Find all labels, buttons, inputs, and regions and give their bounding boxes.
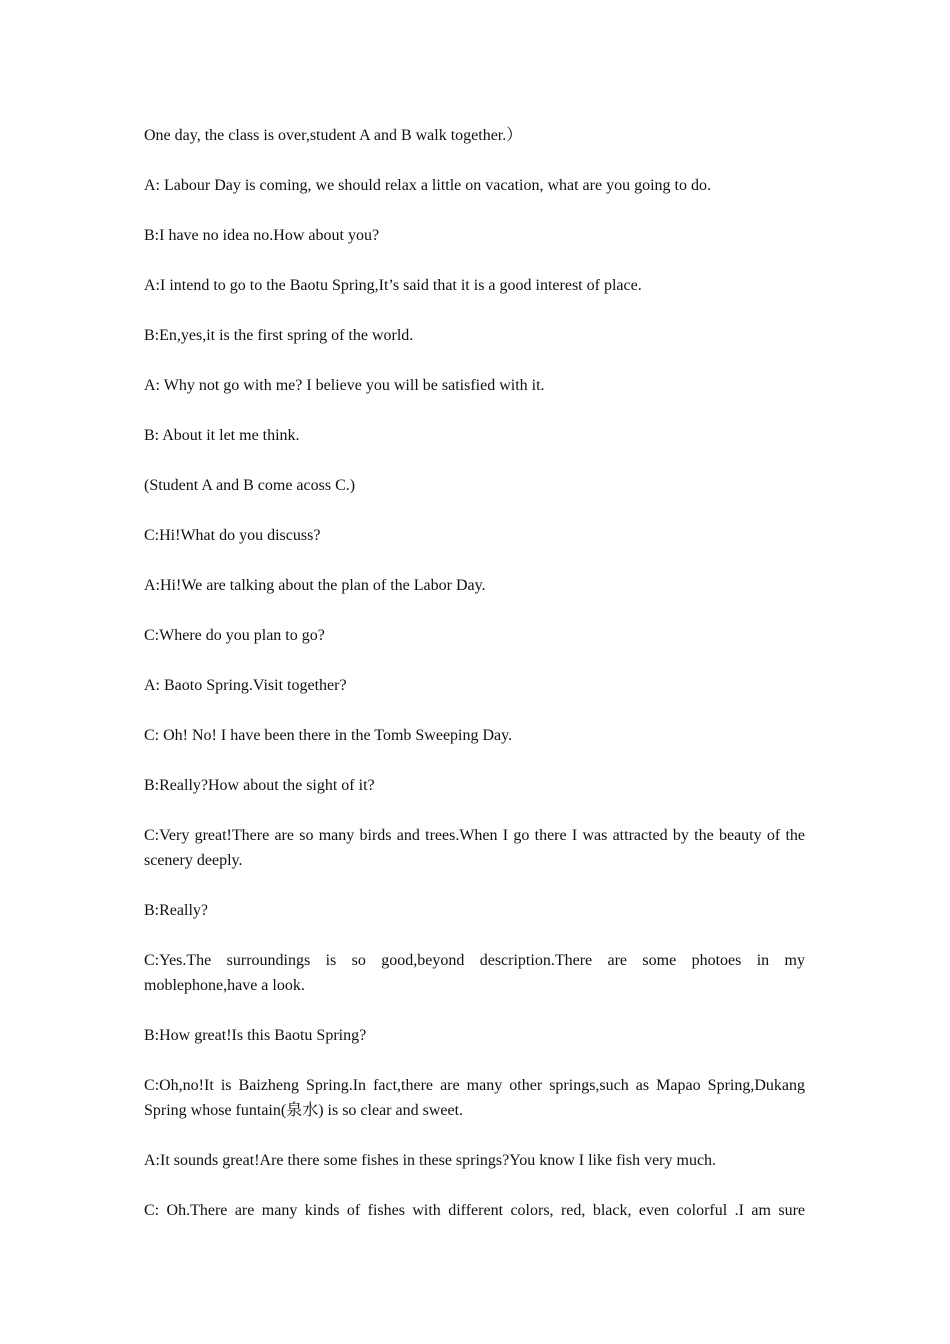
paragraph-stage-direction: (Student A and B come acoss C.): [144, 477, 356, 494]
paragraph-dialogue-line: C:Very great!There are so many birds and trees.When I go there I was attracted by the beauty of the scenery deeply.: [144, 827, 805, 869]
paragraph-dialogue-line: B:Really?: [144, 902, 208, 919]
paragraph-dialogue-line: A: Baoto Spring.Visit together?: [144, 677, 347, 694]
paragraph-dialogue-line: C: Oh! No! I have been there in the Tomb Sweeping Day.: [144, 727, 513, 744]
paragraph-scene-intro: One day, the class is over,student A and B walk together.）: [144, 127, 523, 144]
paragraph-dialogue-line: C:Yes.The surroundings is so good,beyond description.There are some photoes in my moblephone,have a look.: [144, 952, 805, 994]
paragraph-dialogue-line: C:Where do you plan to go?: [144, 627, 325, 644]
paragraph-dialogue-line: B:Really?How about the sight of it?: [144, 777, 375, 794]
paragraph-dialogue-line: B: About it let me think.: [144, 427, 300, 444]
paragraph-dialogue-line-truncated: C: Oh.There are many kinds of fishes with different colors, red, black, even colorful .I am sure: [144, 1202, 805, 1219]
paragraph-dialogue-line: A: Why not go with me? I believe you will be satisfied with it.: [144, 377, 545, 394]
paragraph-dialogue-line: C:Hi!What do you discuss?: [144, 527, 321, 544]
paragraph-dialogue-line: B:I have no idea no.How about you?: [144, 227, 380, 244]
paragraph-dialogue-line: A:Hi!We are talking about the plan of the Labor Day.: [144, 577, 486, 594]
paragraph-dialogue-line: C:Oh,no!It is Baizheng Spring.In fact,there are many other springs,such as Mapao Spring,Dukang Spring whose funtain(泉水) is so clear and sweet.: [144, 1077, 805, 1119]
paragraph-dialogue-line: A: Labour Day is coming, we should relax a little on vacation, what are you going to do.: [144, 177, 711, 194]
paragraph-dialogue-line: B:En,yes,it is the first spring of the world.: [144, 327, 414, 344]
dialogue-body: [144, 123, 805, 1248]
paragraph-dialogue-line: A:It sounds great!Are there some fishes in these springs?You know I like fish very much.: [144, 1152, 717, 1169]
paragraph-dialogue-line: A:I intend to go to the Baotu Spring,It’s said that it is a good interest of place.: [144, 277, 642, 294]
paragraph-dialogue-line: B:How great!Is this Baotu Spring?: [144, 1027, 367, 1044]
